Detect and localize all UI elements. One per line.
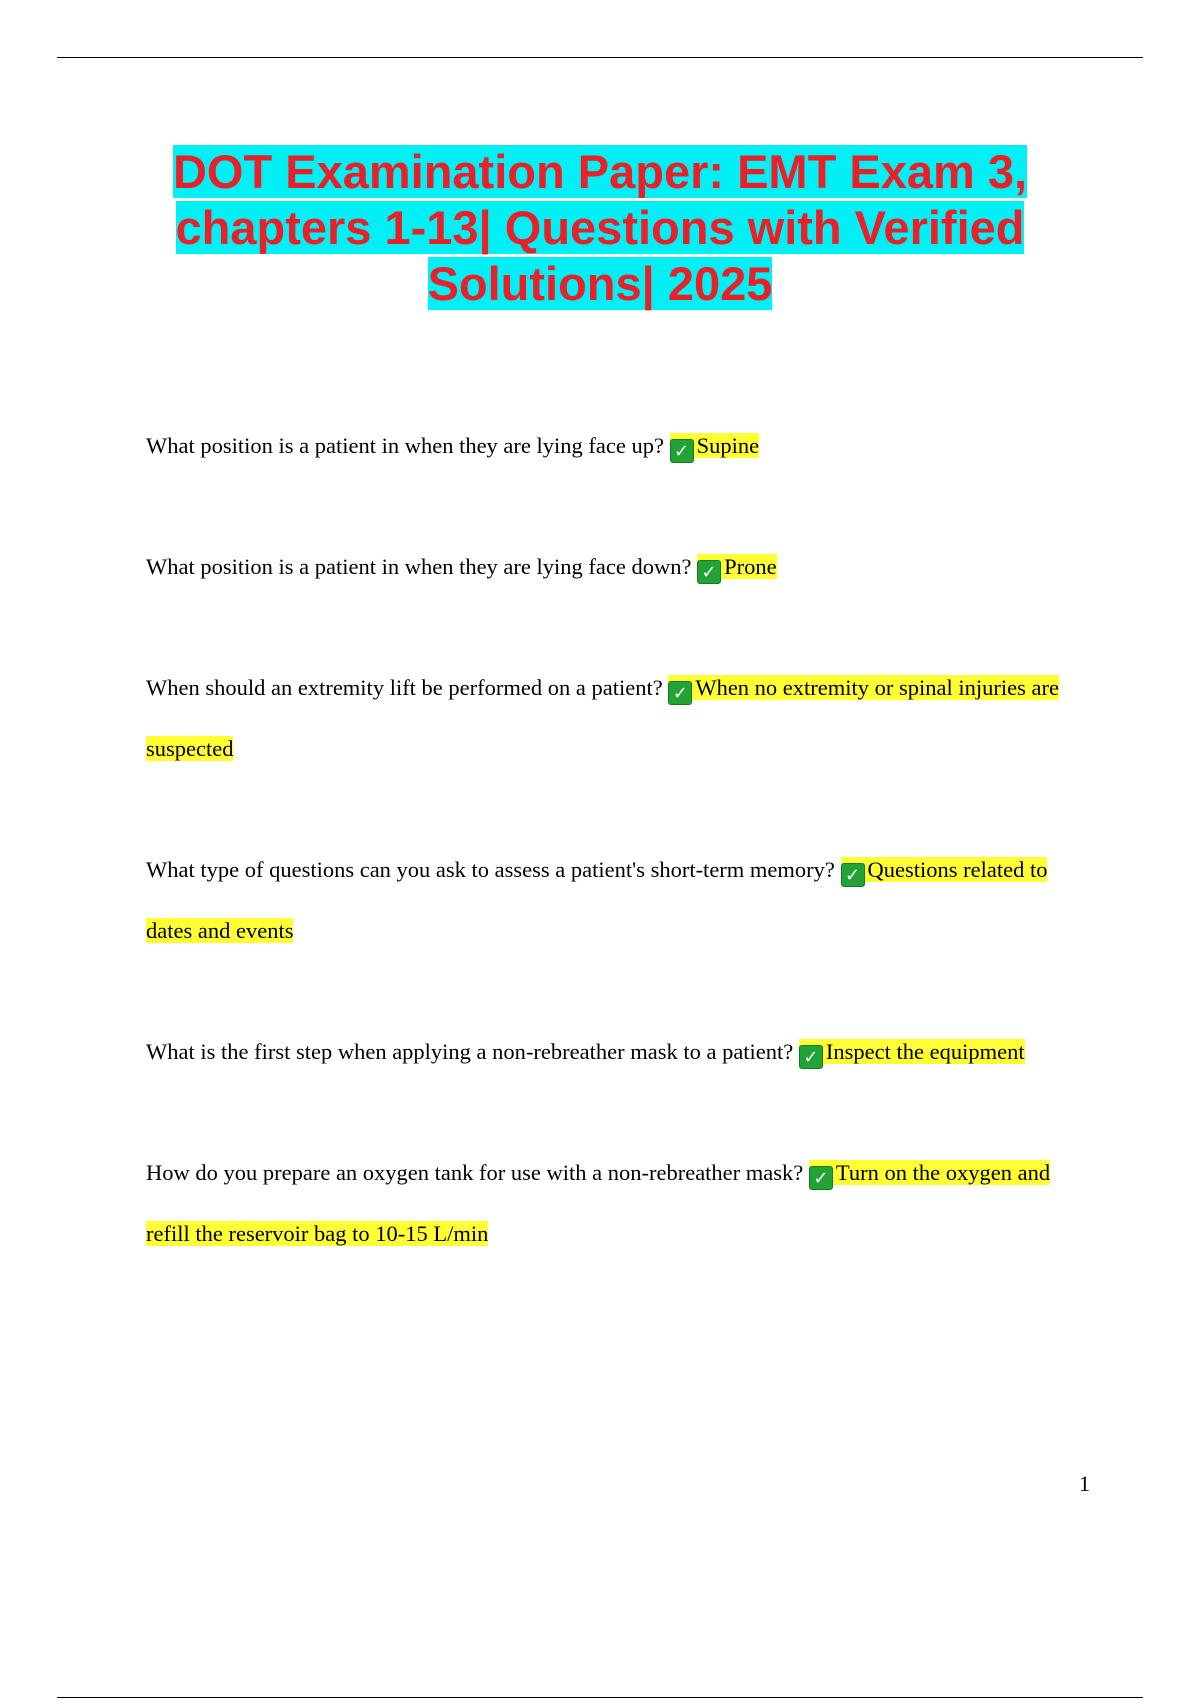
page-number: 1 — [1079, 1471, 1090, 1496]
check-mark-icon: ✓ — [799, 1045, 823, 1069]
question-item — [146, 1021, 1091, 1082]
check-mark-icon: ✓ — [809, 1166, 833, 1190]
answer-highlight — [799, 1039, 1025, 1068]
question-item — [146, 1142, 1091, 1264]
question-text: When should an extremity lift be performed on a patient? — [146, 675, 663, 700]
answer-text: Inspect the equipment — [825, 1039, 1025, 1064]
question-item — [146, 657, 1091, 779]
bottom-rule — [57, 1697, 1143, 1698]
answer-text: Turn on the oxygen and refill the reservoir bag to 10-15 L/min — [146, 1160, 1051, 1246]
question-item — [146, 415, 1091, 476]
answer-text: When no extremity or spinal injuries are suspected — [146, 675, 1059, 761]
top-rule — [57, 57, 1143, 58]
answer-text: Prone — [724, 554, 777, 579]
check-mark-icon: ✓ — [670, 439, 694, 463]
document-title — [150, 144, 1050, 312]
answer-text: Questions related to dates and events — [146, 857, 1048, 943]
question-item — [146, 536, 1091, 597]
answer-text: Supine — [696, 433, 760, 458]
question-text: What position is a patient in when they are lying face up? — [146, 433, 664, 458]
question-text: What type of questions can you ask to assess a patient's short-term memory? — [146, 857, 835, 882]
question-text: What is the first step when applying a non-rebreather mask to a patient? — [146, 1039, 794, 1064]
check-mark-icon: ✓ — [841, 863, 865, 887]
check-mark-icon: ✓ — [697, 560, 721, 584]
question-text: What position is a patient in when they are lying face down? — [146, 554, 692, 579]
question-list — [146, 415, 1091, 1324]
answer-highlight — [697, 554, 777, 583]
document-title-text: DOT Examination Paper: EMT Exam 3, chapters 1-13| Questions with Verified Solutions| 2025 — [172, 145, 1028, 310]
answer-highlight — [670, 433, 760, 462]
question-item — [146, 839, 1091, 961]
check-mark-icon: ✓ — [668, 681, 692, 705]
question-text: How do you prepare an oxygen tank for use with a non-rebreather mask? — [146, 1160, 804, 1185]
